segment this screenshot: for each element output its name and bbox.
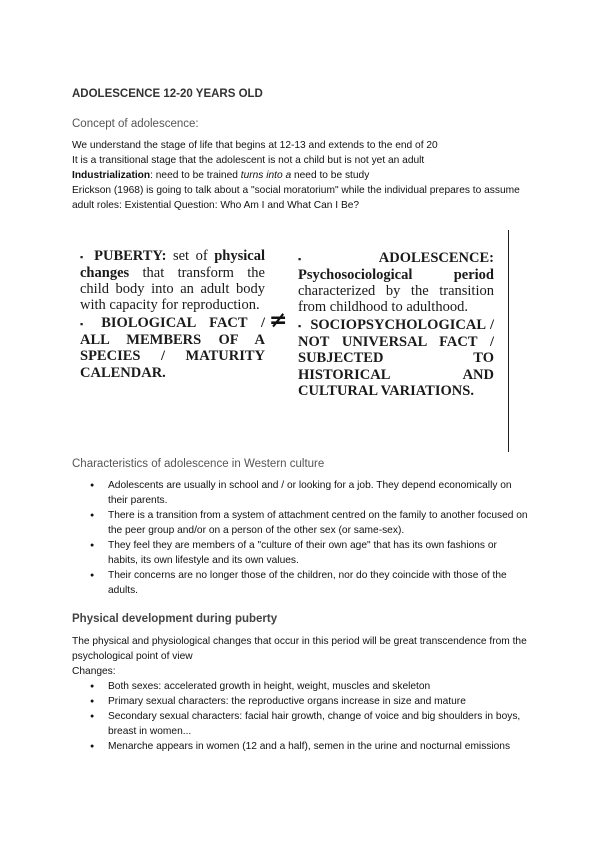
concept-line-2: It is a transitional stage that the adolescent is not a child but is not yet an adult bbox=[72, 155, 425, 166]
bullet-icon: ▪ bbox=[298, 320, 303, 331]
list-item: ● Adolescents are usually in school and / or looking for a job. They depend economically on their parents. bbox=[72, 478, 528, 508]
physical-body bbox=[72, 634, 528, 754]
physical-intro: The physical and physiological changes that occur in this period will be great transcendence from the psychological point of view bbox=[72, 636, 527, 662]
puberty-vs-adolescence-figure bbox=[72, 230, 512, 452]
concept-body bbox=[72, 138, 528, 213]
changes-list bbox=[72, 679, 528, 754]
not-equal-icon: ≠ bbox=[269, 308, 288, 333]
list-item: ● Primary sexual characters: the reproductive organs increase in size and mature bbox=[72, 694, 528, 709]
bullet-icon: ▪ bbox=[80, 318, 94, 329]
list-item: ● Both sexes: accelerated growth in height, weight, muscles and skeleton bbox=[72, 679, 528, 694]
concept-heading: Concept of adolescence: bbox=[72, 118, 199, 130]
adolescence-text: characterized by the transition from childhood to adulthood. bbox=[298, 282, 494, 316]
characteristics-list bbox=[72, 478, 528, 598]
industrialization-italic: turns into a bbox=[240, 170, 292, 181]
puberty-column bbox=[80, 248, 265, 381]
list-item: ● Secondary sexual characters: facial hair growth, change of voice and big shoulders in boys, breast in women... bbox=[72, 709, 528, 739]
list-item: ● There is a transition from a system of attachment centred on the family to another focused on the peer group and/or on a person of the other sex (or same-sex). bbox=[72, 508, 528, 538]
physical-heading: Physical development during puberty bbox=[72, 613, 278, 625]
figure-divider bbox=[508, 230, 509, 452]
industrialization-text-end: need to be study bbox=[291, 170, 370, 181]
sociopsychological-text: SOCIOPSYCHOLOGICAL / NOT UNIVERSAL FACT / SUBJECTED TO HISTORICAL AND CULTURAL VARIATIONS. bbox=[298, 317, 494, 399]
industrialization-label: Industrialization bbox=[72, 170, 151, 181]
puberty-text-bold: physical changes bbox=[80, 248, 265, 281]
bullet-icon: ▪ bbox=[80, 251, 87, 262]
changes-label: Changes: bbox=[72, 666, 116, 677]
puberty-text-a: set of bbox=[166, 248, 215, 264]
adolescence-column bbox=[298, 250, 494, 399]
concept-line-1: We understand the stage of life that begins at 12-13 and extends to the end of 20 bbox=[72, 140, 438, 151]
industrialization-line bbox=[72, 168, 528, 183]
biological-fact-text: BIOLOGICAL FACT / ALL MEMBERS OF A SPECIES / MATURITY CALENDAR. bbox=[80, 315, 265, 381]
list-item: ● They feel they are members of a "culture of their own age" that has its own fashions or habits, its own lifestyle and its own values. bbox=[72, 538, 528, 568]
characteristics-heading: Characteristics of adolescence in Western culture bbox=[72, 458, 325, 470]
page-title: ADOLESCENCE 12-20 YEARS OLD bbox=[72, 88, 263, 100]
puberty-term: PUBERTY: bbox=[94, 248, 167, 264]
industrialization-text: : need to be trained bbox=[150, 170, 241, 181]
list-item: ● Menarche appears in women (12 and a half), semen in the urine and nocturnal emissions bbox=[72, 739, 528, 754]
erickson-paragraph: Erickson (1968) is going to talk about a "social moratorium" while the individual prepares to assume adult roles: Existential Question: Who Am I and What Can I Be? bbox=[72, 185, 520, 211]
bullet-icon: ▪ bbox=[298, 253, 371, 264]
puberty-text-c: that transform the child body into an adult body with capacity for reproduction. bbox=[80, 264, 265, 314]
list-item: ● Their concerns are no longer those of the children, nor do they coincide with those of the adults. bbox=[72, 568, 528, 598]
adolescence-term: ADOLESCENCE: Psychosociological period bbox=[298, 250, 494, 283]
